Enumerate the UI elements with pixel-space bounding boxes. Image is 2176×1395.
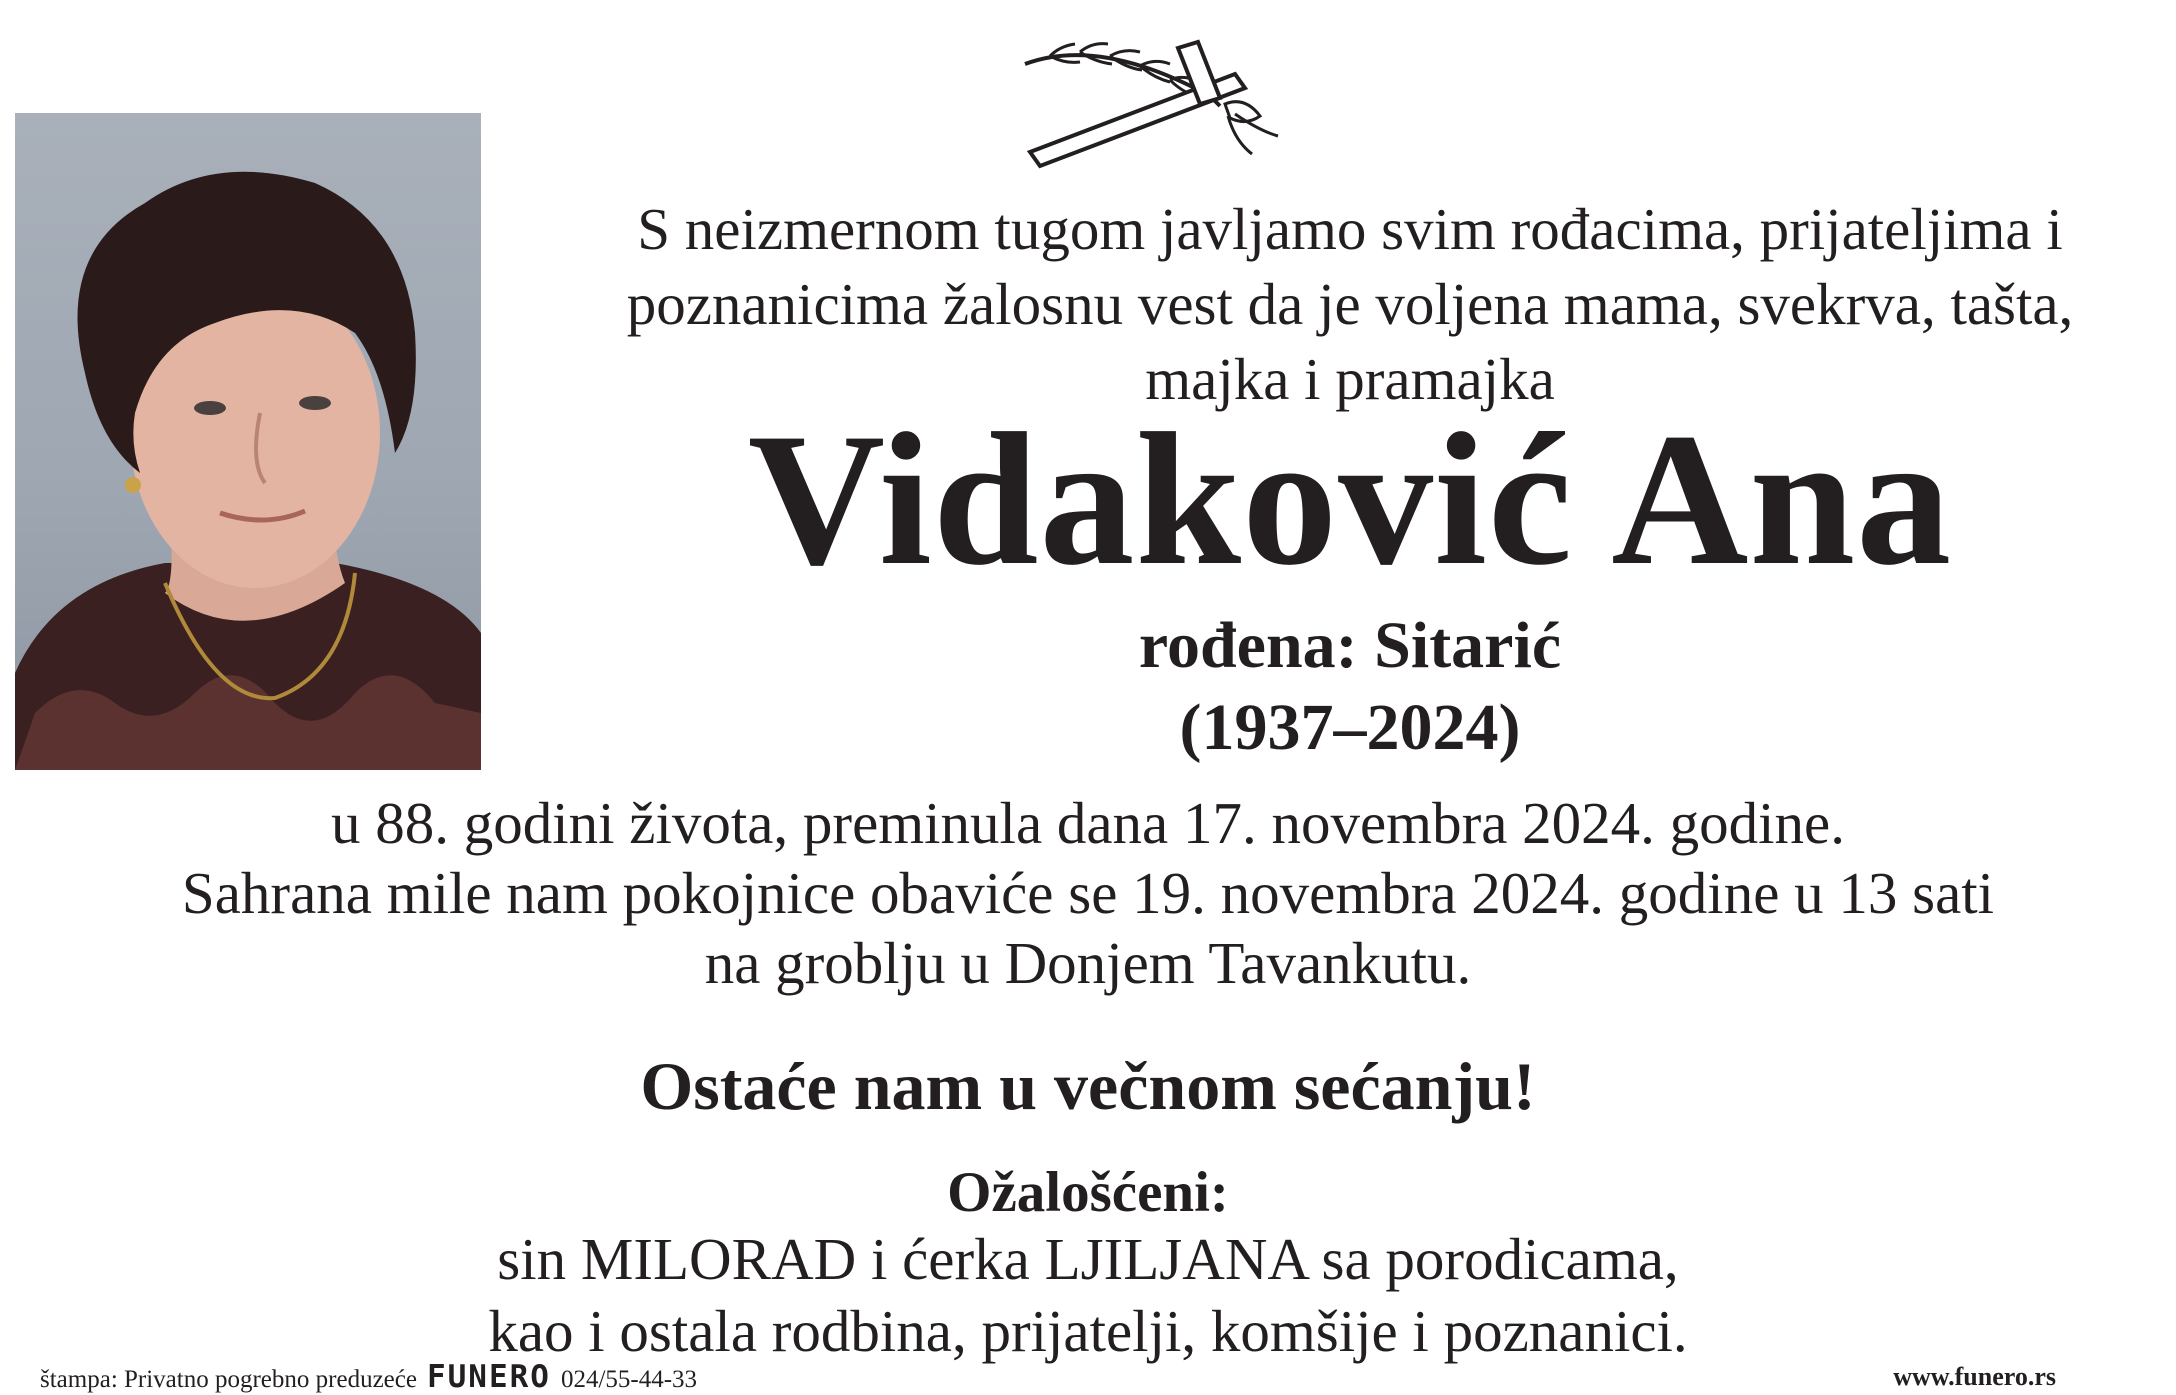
mourners-list [200, 1223, 1976, 1367]
details-line: na groblju u Donjem Tavankutu. [704, 930, 1472, 996]
mourners-line: kao i ostala rodbina, prijatelji, komšije i poznanici. [488, 1298, 1688, 1364]
maiden-name: rođena: Sitarić [1138, 609, 1562, 682]
intro-line: S neizmernom tugom javljamo svim rođacima, prijateljima i [637, 196, 2063, 262]
portrait-photo [15, 113, 481, 770]
funeral-details [100, 788, 2076, 998]
intro-text [560, 192, 2140, 417]
life-years: (1937–2024) [1179, 691, 1521, 764]
funero-logo: FUNERO [426, 1359, 551, 1395]
details-line: Sahrana mile nam pokojnice obaviće se 19. novembra 2024. godine u 13 sati [181, 860, 1995, 926]
memory-line: Ostaće nam u večnom sećanju! [640, 1048, 1536, 1124]
deceased-name: Vidaković Ana [747, 395, 1953, 605]
intro-line: poznanicima žalosnu vest da je voljena mama, svekrva, tašta, [626, 271, 2074, 337]
cross-with-palm-branch-icon [1020, 26, 1290, 174]
details-line: u 88. godini života, preminula dana 17. novembra 2024. godine. [330, 790, 1845, 856]
footer-website: www.funero.rs [1893, 1362, 2056, 1391]
printer-phone: 024/55-44-33 [560, 1366, 698, 1393]
footer-printer [40, 1359, 698, 1395]
mourners-line: sin MILORAD i ćerka LJILJANA sa porodicama, [497, 1226, 1679, 1292]
printer-label: štampa: Privatno pogrebno preduzeće [40, 1366, 417, 1393]
mourners-title: Ožalošćeni: [947, 1161, 1229, 1224]
intro-line: majka i pramajka [1145, 346, 1555, 412]
